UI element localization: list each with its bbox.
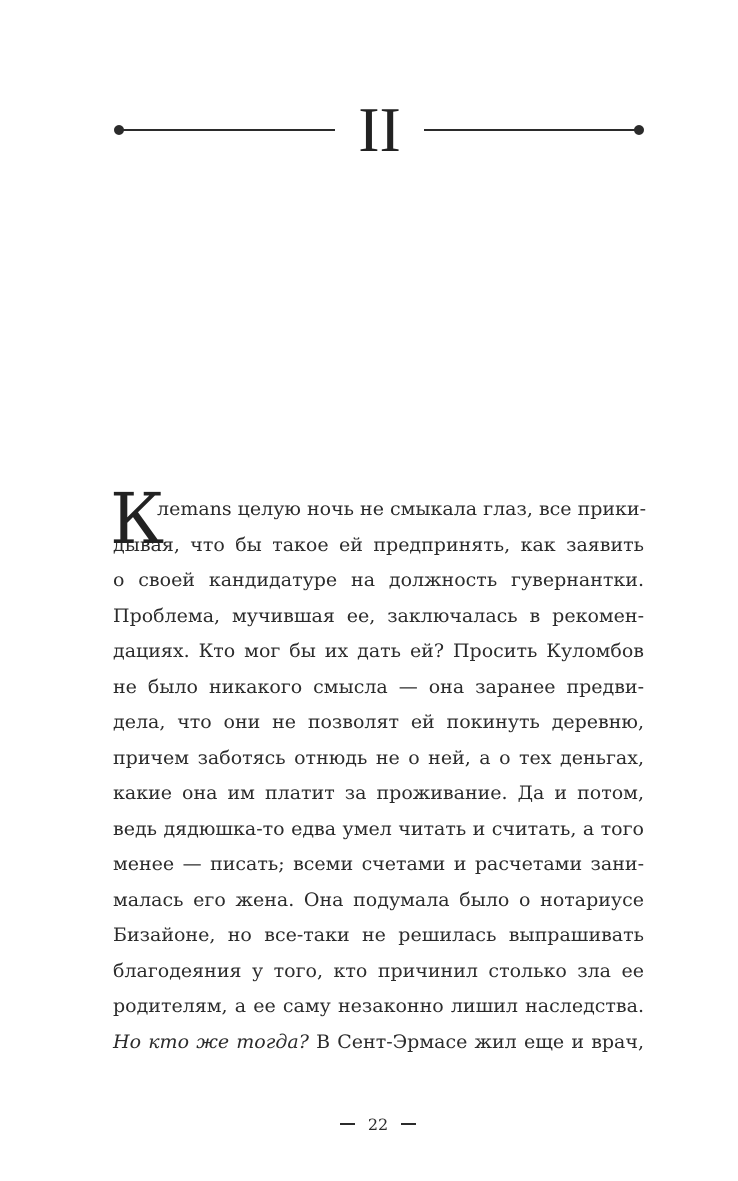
text-line: лemans целую ночь не смыкала глаз, все прики- [157,498,647,520]
text-line: ведь дядюшка-то едва умел читать и считать, а того [113,817,644,840]
text-line-last [113,1025,644,1061]
page-number-dash-right [401,1123,416,1125]
text-line: какие она им платит за проживание. Да и потом, [113,782,644,804]
text-line: Проблема, мучившая ее, заключалась в рекомен- [113,604,644,627]
page-number [340,1112,416,1136]
heading-rule-right [424,129,639,131]
drop-cap: К [110,478,165,560]
italic-question: Но кто же тогда? [113,1030,309,1053]
heading-rule-left [119,129,335,131]
text-line: причем заботясь отнюдь не о ней, а о тех деньгах, [113,746,644,769]
text-line: дывая, что бы такое ей предпринять, как заявить [113,533,644,556]
page-number-text: 22 [367,1114,389,1134]
text-line: благодеяния у того, кто причинил столько зла ее [113,959,644,982]
body-text [110,478,647,1060]
heading-dot-left [114,125,124,135]
chapter-heading [113,94,645,165]
page-number-dash-left [340,1123,355,1125]
text-line: не было никакого смысла — она заранее предви- [113,675,644,698]
heading-dot-right [634,125,644,135]
chapter-numeral: II [358,94,401,165]
text-line: дела, что они не позволят ей покинуть деревню, [113,711,644,733]
text-line: дациях. Кто мог бы их дать ей? Просить Куломбов [113,640,644,662]
text-line: о своей кандидатуре на должность гувернантки. [113,569,644,591]
text-line: родителям, а ее саму незаконно лишил наследства. [113,995,644,1017]
text-line-rest: В Сент-Эрмасе жил еще и врач, [308,1030,644,1053]
text-line: малась его жена. Она подумала было о нотариусе [113,888,644,911]
text-line: менее — писать; всеми счетами и расчетами зани- [113,853,644,875]
text-line: Бизайоне, но все-таки не решилась выпрашивать [113,924,644,946]
